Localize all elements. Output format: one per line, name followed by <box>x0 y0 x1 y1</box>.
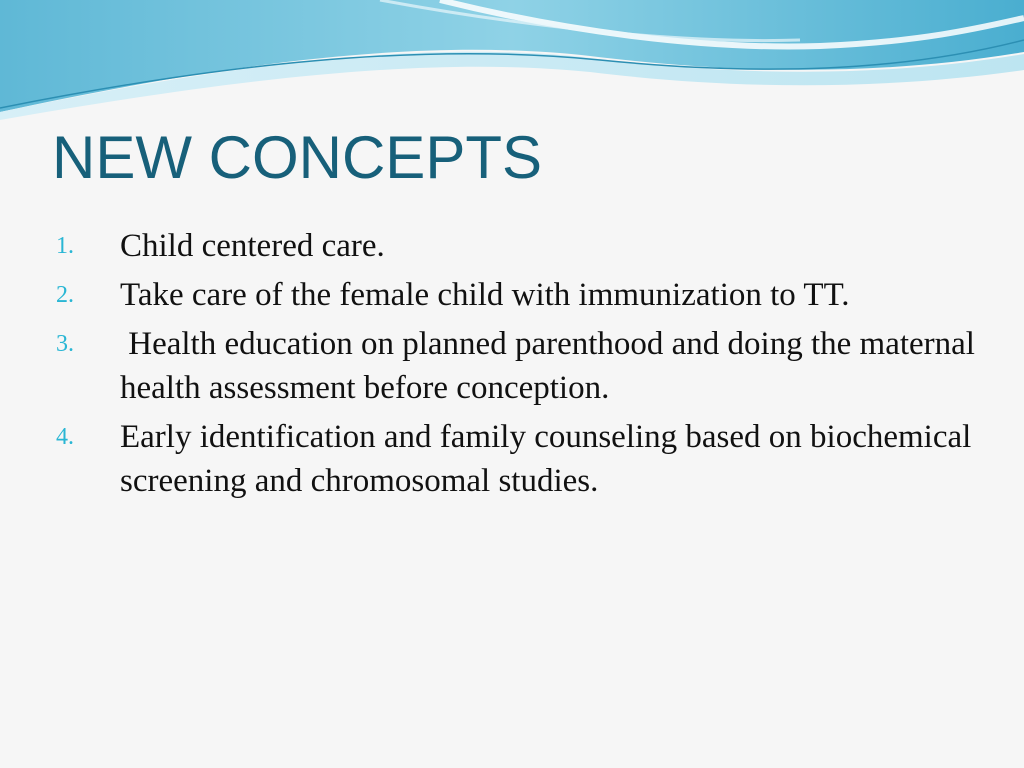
list-item-text: Take care of the female child with immunization to TT. <box>120 277 850 313</box>
list-item-number: 1. <box>56 233 74 259</box>
concepts-list <box>56 224 984 508</box>
list-item <box>56 224 976 268</box>
list-item-text: Early identification and family counseling based on biochemical screening and chromosomal studies. <box>120 419 972 499</box>
list-item-number: 2. <box>56 282 74 308</box>
list-item <box>56 273 976 317</box>
list-item <box>56 322 984 410</box>
list-item-number: 4. <box>56 424 74 450</box>
list-item-text: Child centered care. <box>120 228 385 264</box>
page-title: NEW CONCEPTS <box>52 124 543 191</box>
list-item-number: 3. <box>56 331 74 357</box>
list-item-text: Health education on planned parenthood and doing the maternal health assessment before conception. <box>120 326 984 406</box>
list-item <box>56 415 976 503</box>
decorative-wave-header <box>0 0 1024 120</box>
